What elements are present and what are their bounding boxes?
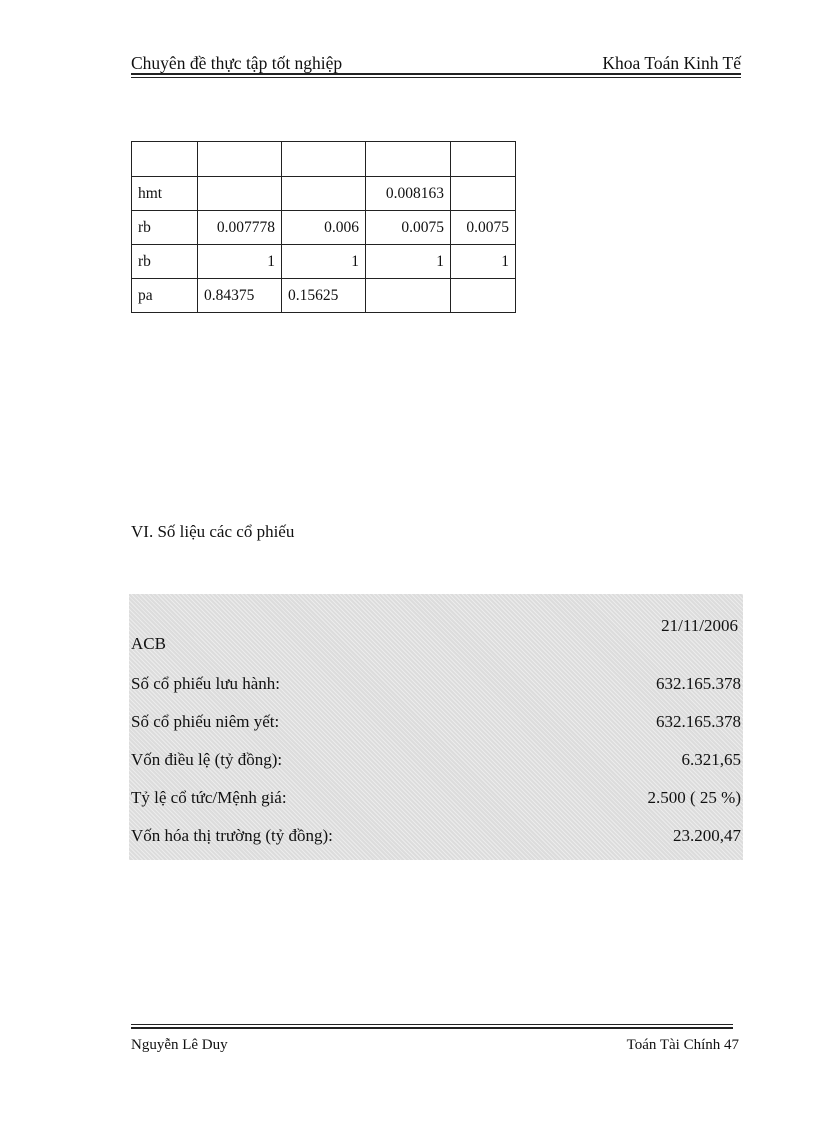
table-row [132,142,516,177]
page-footer [131,1035,739,1055]
stock-row-value: 2.500 ( 25 %) [647,788,741,807]
footer-divider [131,1027,733,1029]
footer-course-page: Toán Tài Chính 47 [626,1037,739,1053]
table-cell: 0.0075 [451,211,516,245]
table-cell [198,142,282,177]
table-cell: rb [132,211,198,245]
data-table [131,141,516,313]
table-cell: 1 [198,245,282,279]
table-cell: 0.007778 [198,211,282,245]
stock-row [131,786,741,810]
table-cell [366,279,451,313]
page-header [131,52,741,74]
table-row [132,211,516,245]
table-cell [198,177,282,211]
stock-row-label: Tỷ lệ cổ tức/Mệnh giá: [131,788,287,807]
stock-row [131,824,741,848]
section-heading: VI. Số liệu các cổ phiếu [131,522,295,541]
footer-author: Nguyễn Lê Duy [131,1037,228,1053]
header-divider-thin [131,77,741,78]
stock-row-value: 23.200,47 [673,826,741,845]
stock-code: ACB [131,634,166,653]
table-cell: 0.84375 [198,279,282,313]
table-cell: 1 [451,245,516,279]
table-cell [451,142,516,177]
header-title: Chuyên đề thực tập tốt nghiệp [131,53,343,73]
stock-date: 21/11/2006 [661,616,738,635]
table-cell: 1 [282,245,366,279]
header-divider [131,73,741,75]
table-cell: 0.15625 [282,279,366,313]
table-cell: 1 [366,245,451,279]
table-cell [282,142,366,177]
table-cell [451,279,516,313]
table-cell: rb [132,245,198,279]
stock-info-panel [129,594,743,860]
table-row [132,279,516,313]
stock-row [131,710,741,734]
table-cell: hmt [132,177,198,211]
stock-row-label: Số cổ phiếu niêm yết: [131,712,280,731]
table-cell: pa [132,279,198,313]
stock-row-label: Số cổ phiếu lưu hành: [131,674,280,693]
stock-row-value: 6.321,65 [681,750,741,769]
table-row [132,245,516,279]
stock-row [131,748,741,772]
stock-row [131,672,741,696]
table-cell: 0.0075 [366,211,451,245]
stock-row-value: 632.165.378 [656,712,741,731]
table-cell [132,142,198,177]
table-row [132,177,516,211]
stock-row-value: 632.165.378 [656,674,741,693]
table-cell [282,177,366,211]
table-cell [451,177,516,211]
table-cell: 0.008163 [366,177,451,211]
stock-row-label: Vốn hóa thị trường (tỷ đồng): [131,826,333,845]
table-cell [366,142,451,177]
stock-row-label: Vốn điều lệ (tỷ đồng): [131,750,283,769]
footer-divider-thin [131,1024,733,1025]
header-department: Khoa Toán Kinh Tế [602,53,741,73]
table-cell: 0.006 [282,211,366,245]
